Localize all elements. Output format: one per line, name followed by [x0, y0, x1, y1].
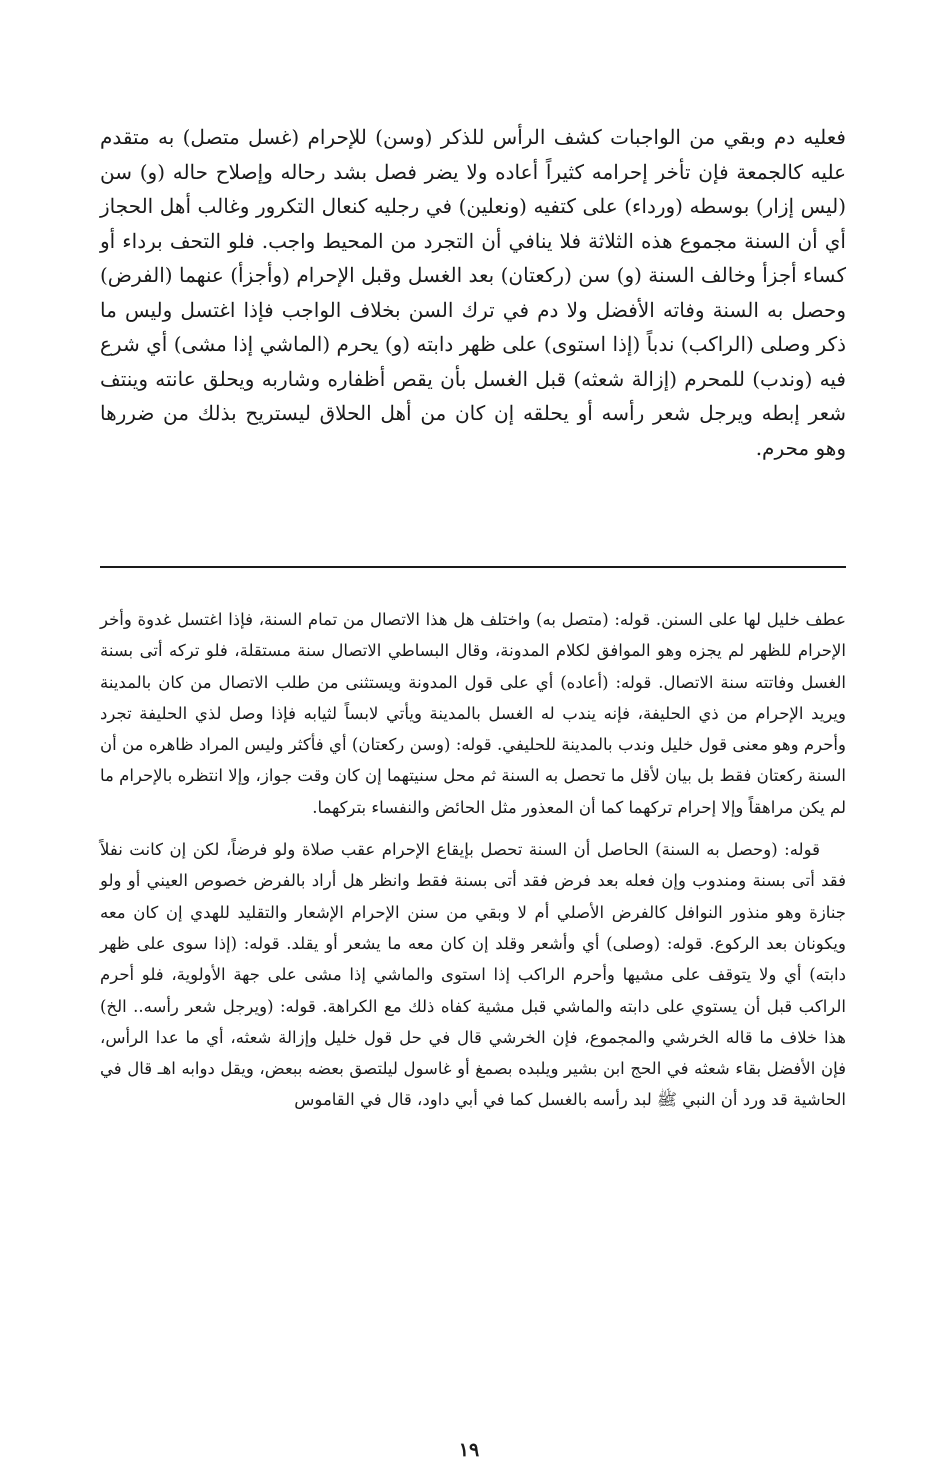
- footnotes-block: [100, 604, 846, 1116]
- footnote-paragraph: قوله: (وحصل به السنة) الحاصل أن السنة تحصل بإيقاع الإحرام عقب صلاة ولو فرضاً، لكن إن كانت نفلاً فقد أتى بسنة ومندوب وإن فعله بعد فرض فقد أتى بسنة فقط وانظر هل أراد بالفرض خصوص العيني أو ولو جنازة وهو منذور النوافل كالفرض الأصلي أم لا وبقي من سنن الإحرام الإشعار والتقليد للهدي إن كان معه ويكونان بعد الركوع. قوله: (وصلى) أي وأشعر وقلد إن كان معه ما يشعر أو يقلد. قوله: (إذا سوى على ظهر دابته) أي ولا يتوقف على مشيها وأحرم الراكب إذا استوى والماشي إذا مشى على جهة الأولوية، فلو أحرم الراكب قبل أن يستوي على دابته والماشي قبل مشية كفاه ذلك مع الكراهة. قوله: (ويرجل شعر رأسه.. الخ) هذا خلاف ما قاله الخرشي والمجموع، فإن الخرشي قال في حل قول خليل وإزالة شعثه، أي ما عدا الرأس، فإن الأفضل بقاء شعثه في الحج ابن بشير ويلبده بصمغ أو غاسول ليلتصق بعضه ببعض، ويقل دوابه اهـ قال في الحاشية قد ورد أن النبي ﷺ لبد رأسه بالغسل كما في أبي داود، قال في القاموس: [100, 840, 846, 1110]
- page-number: ١٩: [458, 1439, 480, 1461]
- main-text-block: فعليه دم وبقي من الواجبات كشف الرأس للذكر (وسن) للإحرام (غسل متصل) به متقدم عليه كالجمعة فإن تأخر إحرامه كثيراً أعاده ولا يضر فصل بشد رحاله وإصلاح حاله (و) سن (ليس إزار) بوسطه (ورداء) على كتفيه (ونعلين) في رجليه كنعال التكرور وغالب أهل الحجاز أي أن السنة مجموع هذه الثلاثة فلا ينافي أن التجرد من المحيط واجب. فلو التحف برداء أو كساء أجزأ وخالف السنة (و) سن (ركعتان) بعد الغسل وقبل الإحرام (وأجزأ) عنهما (الفرض) وحصل به السنة وفاته الأفضل ولا دم في ترك السن بخلاف الواجب فإذا اغتسل وليس ما ذكر وصلى (الراكب) ندباً (إذا استوى) على ظهر دابته (و) يحرم (الماشي إذا مشى) أي شرع فيه (وندب) للمحرم (إزالة شعثه) قبل الغسل بأن يقص أظفاره وشاربه ويحلق عانته وينتف شعر إبطه ويرجل شعر رأسه أو يحلقه إن كان من أهل الحلاق ليستريح بذلك من ضررها وهو محرم.: [100, 125, 847, 460]
- footnote-paragraph: عطف خليل لها على السنن. قوله: (متصل به) واختلف هل هذا الاتصال من تمام السنة، فإذا اغتسل غدوة وأخر الإحرام للظهر لم يجزه وهو الموافق لكلام المدونة، وقال البساطي الاتصال سنة مستقلة، فلو تركه أتى بسنة الغسل وفاتته سنة الاتصال. قوله: (أعاده) أي على قول المدونة ويستثنى من طلب الاتصال من كان بالمدينة ويريد الإحرام من ذي الحليفة، فإنه يندب له الغسل بالمدينة ويأتي لابساً لثيابه فإذا وصل لذي الحليفة تجرد وأحرم وهو معنى قول خليل وندب بالمدينة للحليفي. قوله: (وسن ركعتان) أي فأكثر وليس المراد ظاهره من أن السنة ركعتان فقط بل بيان لأقل ما تحصل به السنة ثم محل سنيتهما إن كان وقت جواز، وإلا انتظره بالإحرام ما لم يكن مراهقاً وإلا إحرام تركهما كما أن المعذور مثل الحائض والنفساء بتركهما.: [100, 610, 846, 817]
- footnote-separator-line: [100, 566, 846, 568]
